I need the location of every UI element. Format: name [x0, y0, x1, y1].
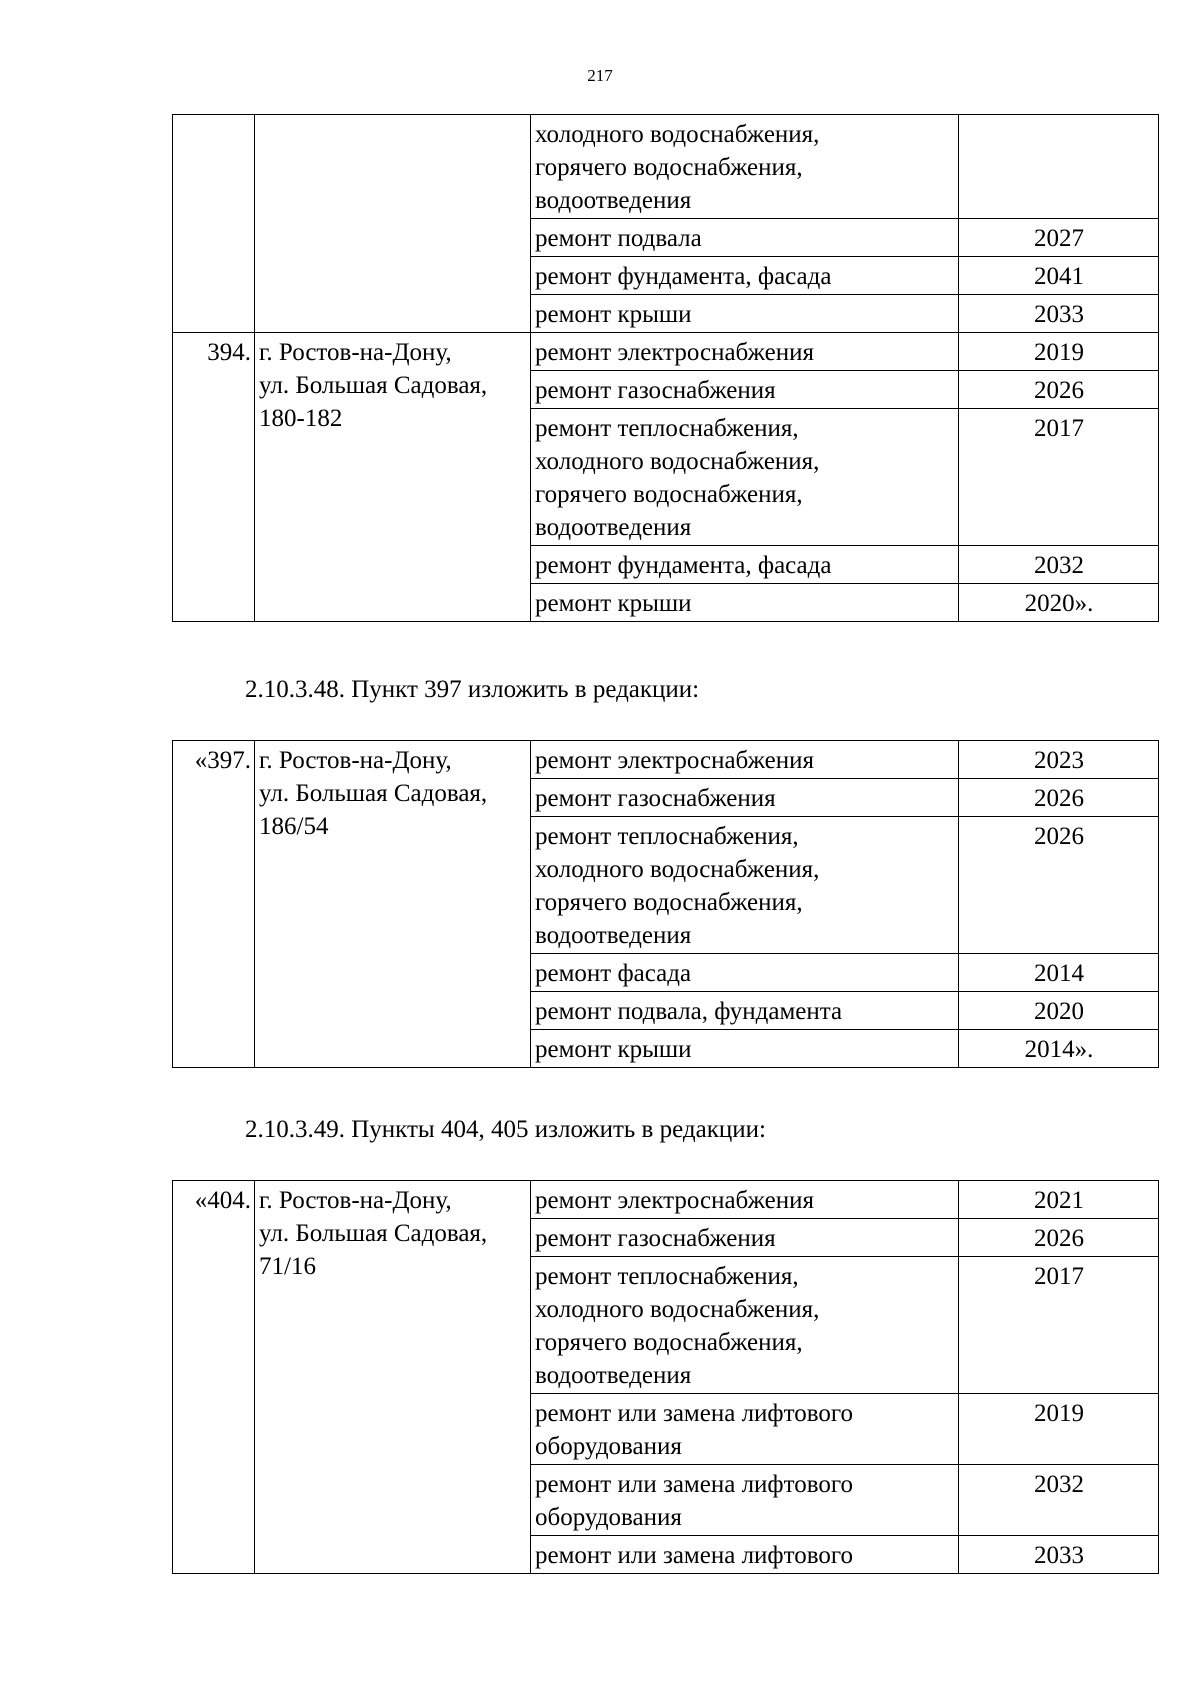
amendment-paragraph-48: 2.10.3.48. Пункт 397 изложить в редакции:: [245, 676, 700, 703]
work-cell: ремонт теплоснабжения, холодного водоснабжения, горячего водоснабжения, водоотведения: [531, 1257, 959, 1394]
work-cell: ремонт или замена лифтового оборудования: [531, 1465, 959, 1536]
item-address: г. Ростов-на-Дону, ул. Большая Садовая, 186/54: [255, 741, 531, 1068]
year-cell: [959, 115, 1159, 219]
page-number: 217: [587, 66, 613, 85]
work-cell: ремонт фундамента, фасада: [531, 257, 959, 295]
work-cell: ремонт теплоснабжения, холодного водоснабжения, горячего водоснабжения, водоотведения: [531, 817, 959, 954]
item-address: г. Ростов-на-Дону, ул. Большая Садовая, 180-182: [255, 333, 531, 622]
year-cell: 2023: [959, 741, 1159, 779]
work-cell: ремонт или замена лифтового: [531, 1536, 959, 1574]
year-cell: 2032: [959, 1465, 1159, 1536]
work-cell: ремонт электроснабжения: [531, 333, 959, 371]
address-cell: [255, 115, 531, 333]
work-cell: ремонт электроснабжения: [531, 1181, 959, 1219]
year-cell: 2014».: [959, 1030, 1159, 1068]
work-cell: ремонт подвала, фундамента: [531, 992, 959, 1030]
year-cell: 2017: [959, 409, 1159, 546]
num-cell: [173, 115, 255, 333]
year-cell: 2041: [959, 257, 1159, 295]
year-cell: 2027: [959, 219, 1159, 257]
year-cell: 2026: [959, 1219, 1159, 1257]
year-cell: 2019: [959, 1394, 1159, 1465]
table-item-404: [172, 1180, 1159, 1574]
year-cell: 2020».: [959, 584, 1159, 622]
work-cell: ремонт газоснабжения: [531, 371, 959, 409]
item-number: «397.: [173, 741, 255, 1068]
work-cell: ремонт крыши: [531, 584, 959, 622]
table-continuation: [172, 114, 1159, 622]
year-cell: 2017: [959, 1257, 1159, 1394]
work-cell: ремонт крыши: [531, 1030, 959, 1068]
table-row: [173, 115, 1159, 219]
year-cell: 2032: [959, 546, 1159, 584]
item-number: «404.: [173, 1181, 255, 1574]
work-cell: холодного водоснабжения, горячего водоснабжения, водоотведения: [531, 115, 959, 219]
year-cell: 2019: [959, 333, 1159, 371]
year-cell: 2026: [959, 817, 1159, 954]
work-cell: ремонт теплоснабжения, холодного водоснабжения, горячего водоснабжения, водоотведения: [531, 409, 959, 546]
work-cell: ремонт фасада: [531, 954, 959, 992]
table-item-397: [172, 740, 1159, 1068]
work-cell: ремонт крыши: [531, 295, 959, 333]
work-cell: ремонт подвала: [531, 219, 959, 257]
work-cell: ремонт газоснабжения: [531, 1219, 959, 1257]
work-cell: ремонт фундамента, фасада: [531, 546, 959, 584]
item-number: 394.: [173, 333, 255, 622]
table-row: [173, 333, 1159, 371]
table-row: [173, 1181, 1159, 1219]
work-cell: ремонт газоснабжения: [531, 779, 959, 817]
amendment-paragraph-49: 2.10.3.49. Пункты 404, 405 изложить в редакции:: [245, 1116, 766, 1143]
year-cell: 2033: [959, 295, 1159, 333]
year-cell: 2026: [959, 371, 1159, 409]
year-cell: 2021: [959, 1181, 1159, 1219]
table-row: [173, 741, 1159, 779]
work-cell: ремонт или замена лифтового оборудования: [531, 1394, 959, 1465]
year-cell: 2033: [959, 1536, 1159, 1574]
item-address: г. Ростов-на-Дону, ул. Большая Садовая, 71/16: [255, 1181, 531, 1574]
year-cell: 2020: [959, 992, 1159, 1030]
work-cell: ремонт электроснабжения: [531, 741, 959, 779]
year-cell: 2014: [959, 954, 1159, 992]
year-cell: 2026: [959, 779, 1159, 817]
